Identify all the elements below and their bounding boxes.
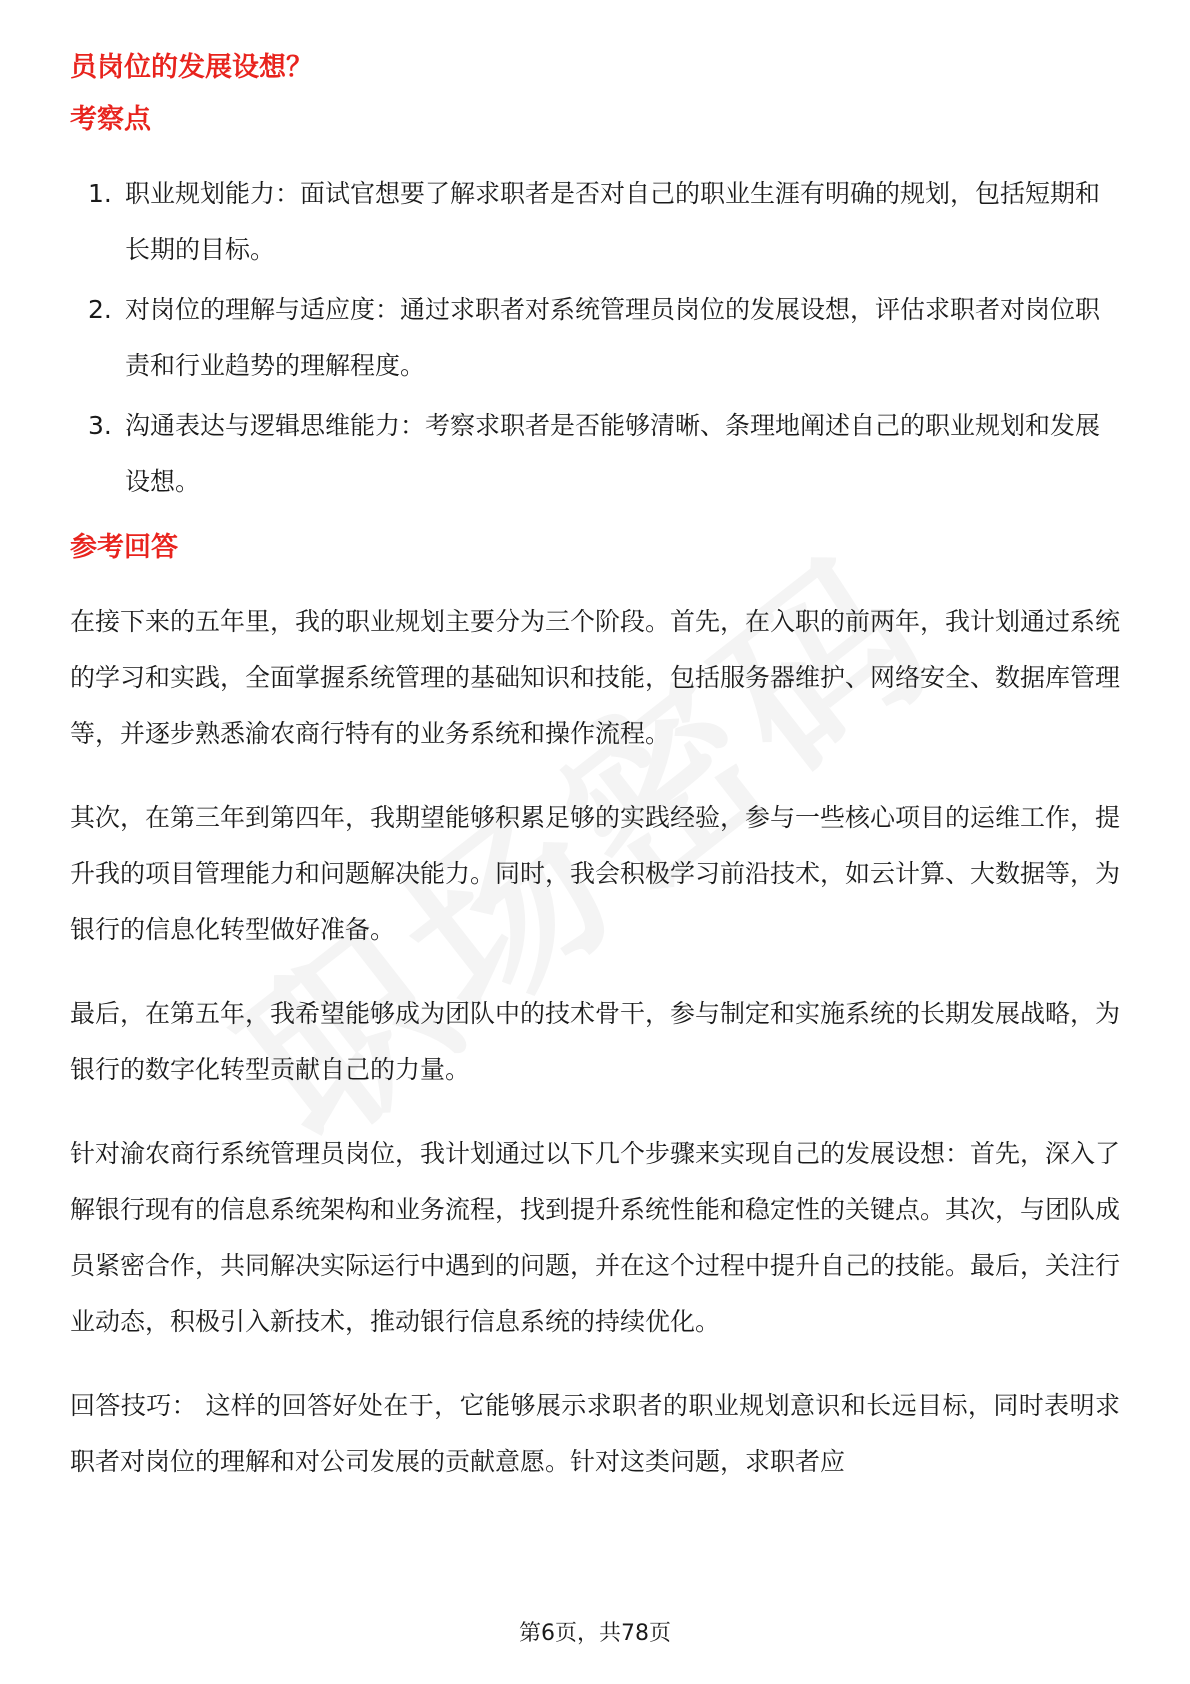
points-list bbox=[70, 166, 1120, 510]
answer-paragraph: 其次，在第三年到第四年，我期望能够积累足够的实践经验，参与一些核心项目的运维工作，提升我的项目管理能力和问题解决能力。同时，我会积极学习前沿技术，如云计算、大数据等，为银行的信息化转型做好准备。 bbox=[70, 803, 1121, 944]
list-item-text: 沟通表达与逻辑思维能力：考察求职者是否能够清晰、条理地阐述自己的职业规划和发展设想。 bbox=[125, 411, 1101, 496]
list-item-text: 职业规划能力：面试官想要了解求职者是否对自己的职业生涯有明确的规划，包括短期和长期的目标。 bbox=[125, 179, 1101, 264]
page-content bbox=[70, 48, 1120, 1490]
question-title: 员岗位的发展设想？ bbox=[70, 52, 313, 83]
section-heading-answer: 参考回答 bbox=[70, 532, 178, 563]
list-number: 3. bbox=[88, 411, 112, 440]
list-number: 1. bbox=[88, 179, 112, 208]
list-item bbox=[70, 398, 1120, 510]
list-item bbox=[70, 282, 1120, 394]
list-item-text: 对岗位的理解与适应度：通过求职者对系统管理员岗位的发展设想，评估求职者对岗位职责和行业趋势的理解程度。 bbox=[125, 295, 1101, 380]
answer-paragraph: 最后，在第五年，我希望能够成为团队中的技术骨干，参与制定和实施系统的长期发展战略，为银行的数字化转型贡献自己的力量。 bbox=[70, 999, 1121, 1084]
list-number: 2. bbox=[88, 295, 112, 324]
answer-tips-paragraph: 回答技巧： 这样的回答好处在于，它能够展示求职者的职业规划意识和长远目标，同时表明求职者对岗位的理解和对公司发展的贡献意愿。针对这类问题，求职者应 bbox=[70, 1391, 1120, 1476]
list-item bbox=[70, 166, 1120, 278]
answer-paragraph: 在接下来的五年里，我的职业规划主要分为三个阶段。首先，在入职的前两年，我计划通过系统的学习和实践，全面掌握系统管理的基础知识和技能，包括服务器维护、网络安全、数据库管理等，并逐步熟悉渝农商行特有的业务系统和操作流程。 bbox=[70, 607, 1121, 748]
page-number: 第6页，共78页 bbox=[519, 1621, 671, 1646]
answer-paragraph: 针对渝农商行系统管理员岗位，我计划通过以下几个步骤来实现自己的发展设想：首先，深入了解银行现有的信息系统架构和业务流程，找到提升系统性能和稳定性的关键点。其次，与团队成员紧密合作，共同解决实际运行中遇到的问题，并在这个过程中提升自己的技能。最后，关注行业动态，积极引入新技术，推动银行信息系统的持续优化。 bbox=[70, 1139, 1121, 1336]
section-heading-points: 考察点 bbox=[70, 104, 151, 135]
